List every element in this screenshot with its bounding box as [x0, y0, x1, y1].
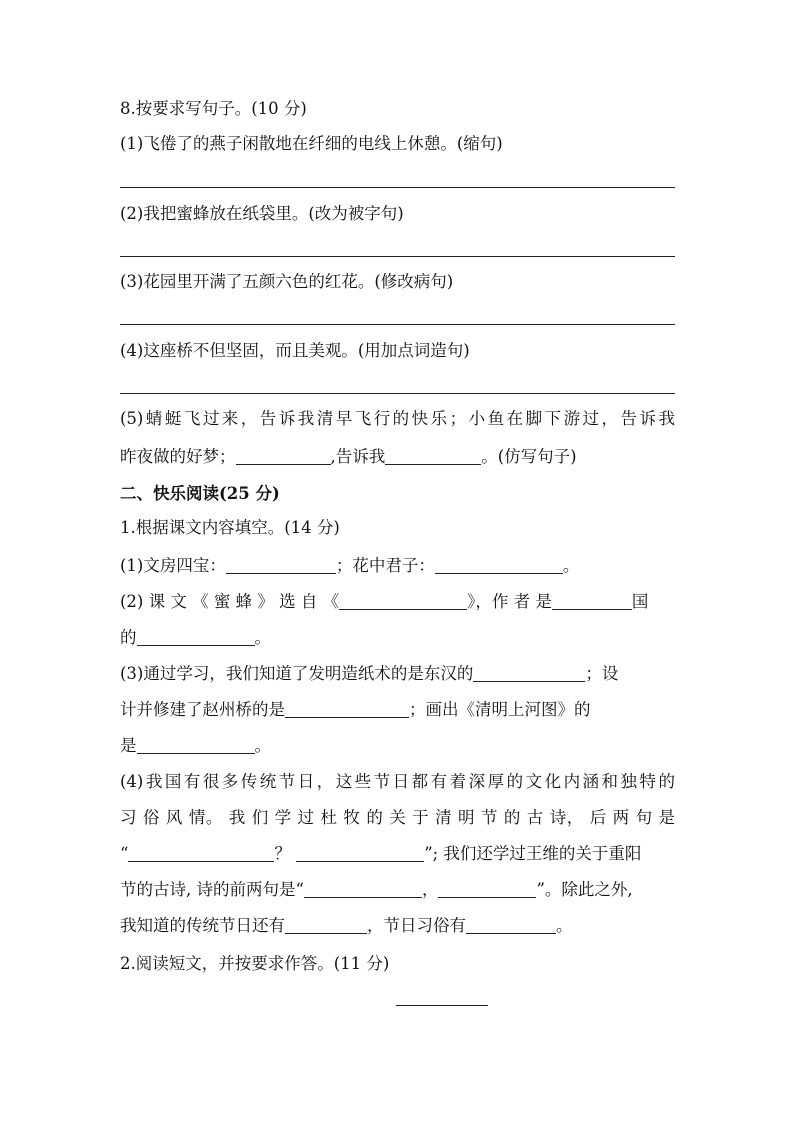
p1-text-c: 。	[562, 556, 580, 575]
blank-s5-1[interactable]	[236, 448, 331, 465]
p4-quote-open: “	[120, 844, 129, 863]
blank-p2-3[interactable]	[137, 629, 255, 646]
q1-part-4-line5	[120, 915, 675, 937]
blank-p2-1[interactable]	[339, 593, 467, 610]
p2-text-c: 国	[631, 592, 649, 611]
q1-part-2-line1	[120, 591, 675, 613]
p1-text-b: ；花中君子：	[335, 556, 435, 575]
p4-l4-text-b: ，	[421, 880, 439, 899]
p2-text-b: 》，作 者 是	[467, 592, 552, 611]
blank-p3-3[interactable]	[137, 737, 255, 754]
p2-text-e: 。	[254, 628, 271, 647]
blank-p4-6[interactable]	[466, 917, 556, 934]
q1-part-4-line2: 习 俗 风 情。 我 们 学 过 杜 牧 的 关 于 清 明 节 的 古 诗， 后 两 句 是	[120, 808, 675, 827]
s5-text-c: 。(仿写句子)	[481, 447, 577, 466]
p3-text-f: 。	[254, 736, 271, 755]
p4-l5-text-c: 。	[556, 916, 573, 935]
s5-text-b: ,告诉我	[330, 447, 386, 466]
blank-p4-3[interactable]	[304, 881, 422, 898]
answer-line-1[interactable]	[120, 187, 675, 188]
q1-part-1	[120, 555, 675, 577]
q8-sentence-4: (4)这座桥不但坚固，而且美观。(用加点词造句)	[120, 341, 470, 360]
p3-text-b: ；设	[585, 664, 619, 683]
p4-l4-text-a: 节的古诗, 诗的前两句是“	[120, 880, 304, 899]
q1-part-2-line2	[120, 627, 675, 649]
q1-part-3-line3	[120, 735, 675, 757]
p3-text-c: 计并修建了赵州桥的是	[120, 700, 285, 719]
s5-text-a: 昨夜做的好梦；	[120, 447, 236, 466]
blank-p4-5[interactable]	[285, 917, 367, 934]
p4-quote-close: ”; 我们还学过王维的关于重阳	[424, 844, 642, 863]
blank-p4-4[interactable]	[438, 881, 536, 898]
q1-part-4-line3	[120, 843, 675, 865]
p4-question-mark: ？	[274, 844, 291, 863]
blank-p1-1[interactable]	[226, 557, 336, 574]
blank-p2-2[interactable]	[552, 593, 632, 610]
p4-l5-text-a: 我知道的传统节日还有	[120, 916, 285, 935]
blank-s5-2[interactable]	[385, 448, 481, 465]
p3-text-d: ；画出《清明上河图》的	[409, 700, 591, 719]
p4-l4-text-c: ”。除此之外,	[536, 880, 633, 899]
blank-p3-1[interactable]	[473, 665, 585, 682]
q8-sentence-5-line2	[120, 446, 675, 468]
p3-text-a: (3)通过学习，我们知道了发明造纸术的是东汉的	[120, 664, 474, 683]
blank-p4-2[interactable]	[296, 845, 424, 862]
p2-text-d: 的	[120, 628, 137, 647]
answer-line-3[interactable]	[120, 324, 675, 325]
q2-title: 2.阅读短文，并按要求作答。(11 分)	[120, 954, 390, 973]
p1-text-a: (1)文房四宝：	[120, 556, 226, 575]
p2-text-a: (2) 课 文 《 蜜 蜂 》 选 自 《	[120, 592, 340, 611]
q1-part-4-line1: (4)我国有很多传统节日，这些节日都有着深厚的文化内涵和独特的	[120, 772, 675, 791]
blank-p4-1[interactable]	[128, 845, 274, 862]
q1-part-3-line2	[120, 699, 675, 721]
q8-sentence-3: (3)花园里开满了五颜六色的红花。(修改病句)	[120, 272, 454, 291]
blank-p1-2[interactable]	[435, 557, 563, 574]
section-2-title: 二、快乐阅读(25 分)	[120, 484, 280, 503]
blank-p3-2[interactable]	[285, 701, 409, 718]
answer-line-2[interactable]	[120, 256, 675, 257]
q1-part-3-line1	[120, 663, 675, 685]
q8-sentence-1: (1)飞倦了的燕子闲散地在纤细的电线上休憩。(缩句)	[120, 134, 503, 153]
q1-title: 1.根据课文内容填空。(14 分)	[120, 518, 340, 537]
q8-sentence-5-line1: (5)蜻蜓飞过来，告诉我清早飞行的快乐；小鱼在脚下游过，告诉我	[120, 409, 675, 428]
q1-part-4-line4	[120, 879, 675, 901]
p4-l5-text-b: ，节日习俗有	[367, 916, 466, 935]
p3-text-e: 是	[120, 736, 137, 755]
passage-title-blank[interactable]	[396, 1005, 488, 1006]
q8-sentence-2: (2)我把蜜蜂放在纸袋里。(改为被字句)	[120, 204, 404, 223]
q8-title: 8.按要求写句子。(10 分)	[120, 99, 307, 118]
answer-line-4[interactable]	[120, 393, 675, 394]
